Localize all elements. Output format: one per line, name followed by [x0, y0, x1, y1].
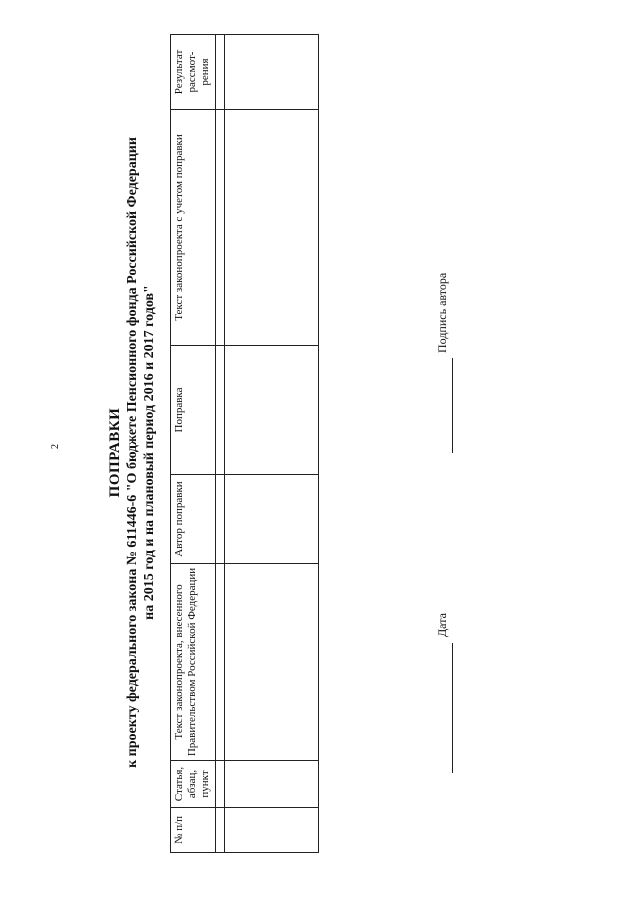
table-cell — [216, 564, 225, 761]
table-cell — [216, 761, 225, 808]
table-cell — [225, 808, 319, 853]
table-cell — [225, 110, 319, 346]
table-row — [216, 35, 225, 853]
table-cell — [216, 110, 225, 346]
table-cell — [216, 475, 225, 564]
header-amendment-author: Автор поправки — [171, 475, 216, 564]
table-cell — [225, 761, 319, 808]
header-text-with-amendment: Текст законопроекта с учетом поправки — [171, 110, 216, 346]
table-cell — [225, 35, 319, 110]
header-government-text: Текст законопроекта, внесенного Правительством Российской Федерации — [171, 564, 216, 761]
table-cell — [216, 346, 225, 475]
header-amendment: Поправка — [171, 346, 216, 475]
table-cell — [225, 346, 319, 475]
table-row — [225, 35, 319, 853]
date-signature-line — [452, 643, 453, 773]
author-signature-label: Подпись автора — [435, 272, 449, 353]
author-signature-line — [452, 358, 453, 453]
document-subtitle-line-1: к проекту федерального закона № 611446-6 "О бюджете Пенсионного фонда Российской Федерации — [125, 137, 140, 768]
header-review-result: Результат рассмот-рения — [171, 35, 216, 110]
header-article: Статья, абзац, пункт — [171, 761, 216, 808]
header-number: № п/п — [171, 808, 216, 853]
table-cell — [225, 564, 319, 761]
document-title: ПОПРАВКИ — [107, 407, 123, 498]
date-label: Дата — [435, 613, 449, 637]
table-header-row — [171, 35, 216, 853]
page-number: 2 — [50, 444, 61, 449]
table-cell — [225, 475, 319, 564]
amendments-table — [170, 34, 319, 853]
document-subtitle-line-2: на 2015 год и на плановый период 2016 и 2017 годов" — [142, 285, 157, 620]
table-cell — [216, 808, 225, 853]
table-cell — [216, 35, 225, 110]
